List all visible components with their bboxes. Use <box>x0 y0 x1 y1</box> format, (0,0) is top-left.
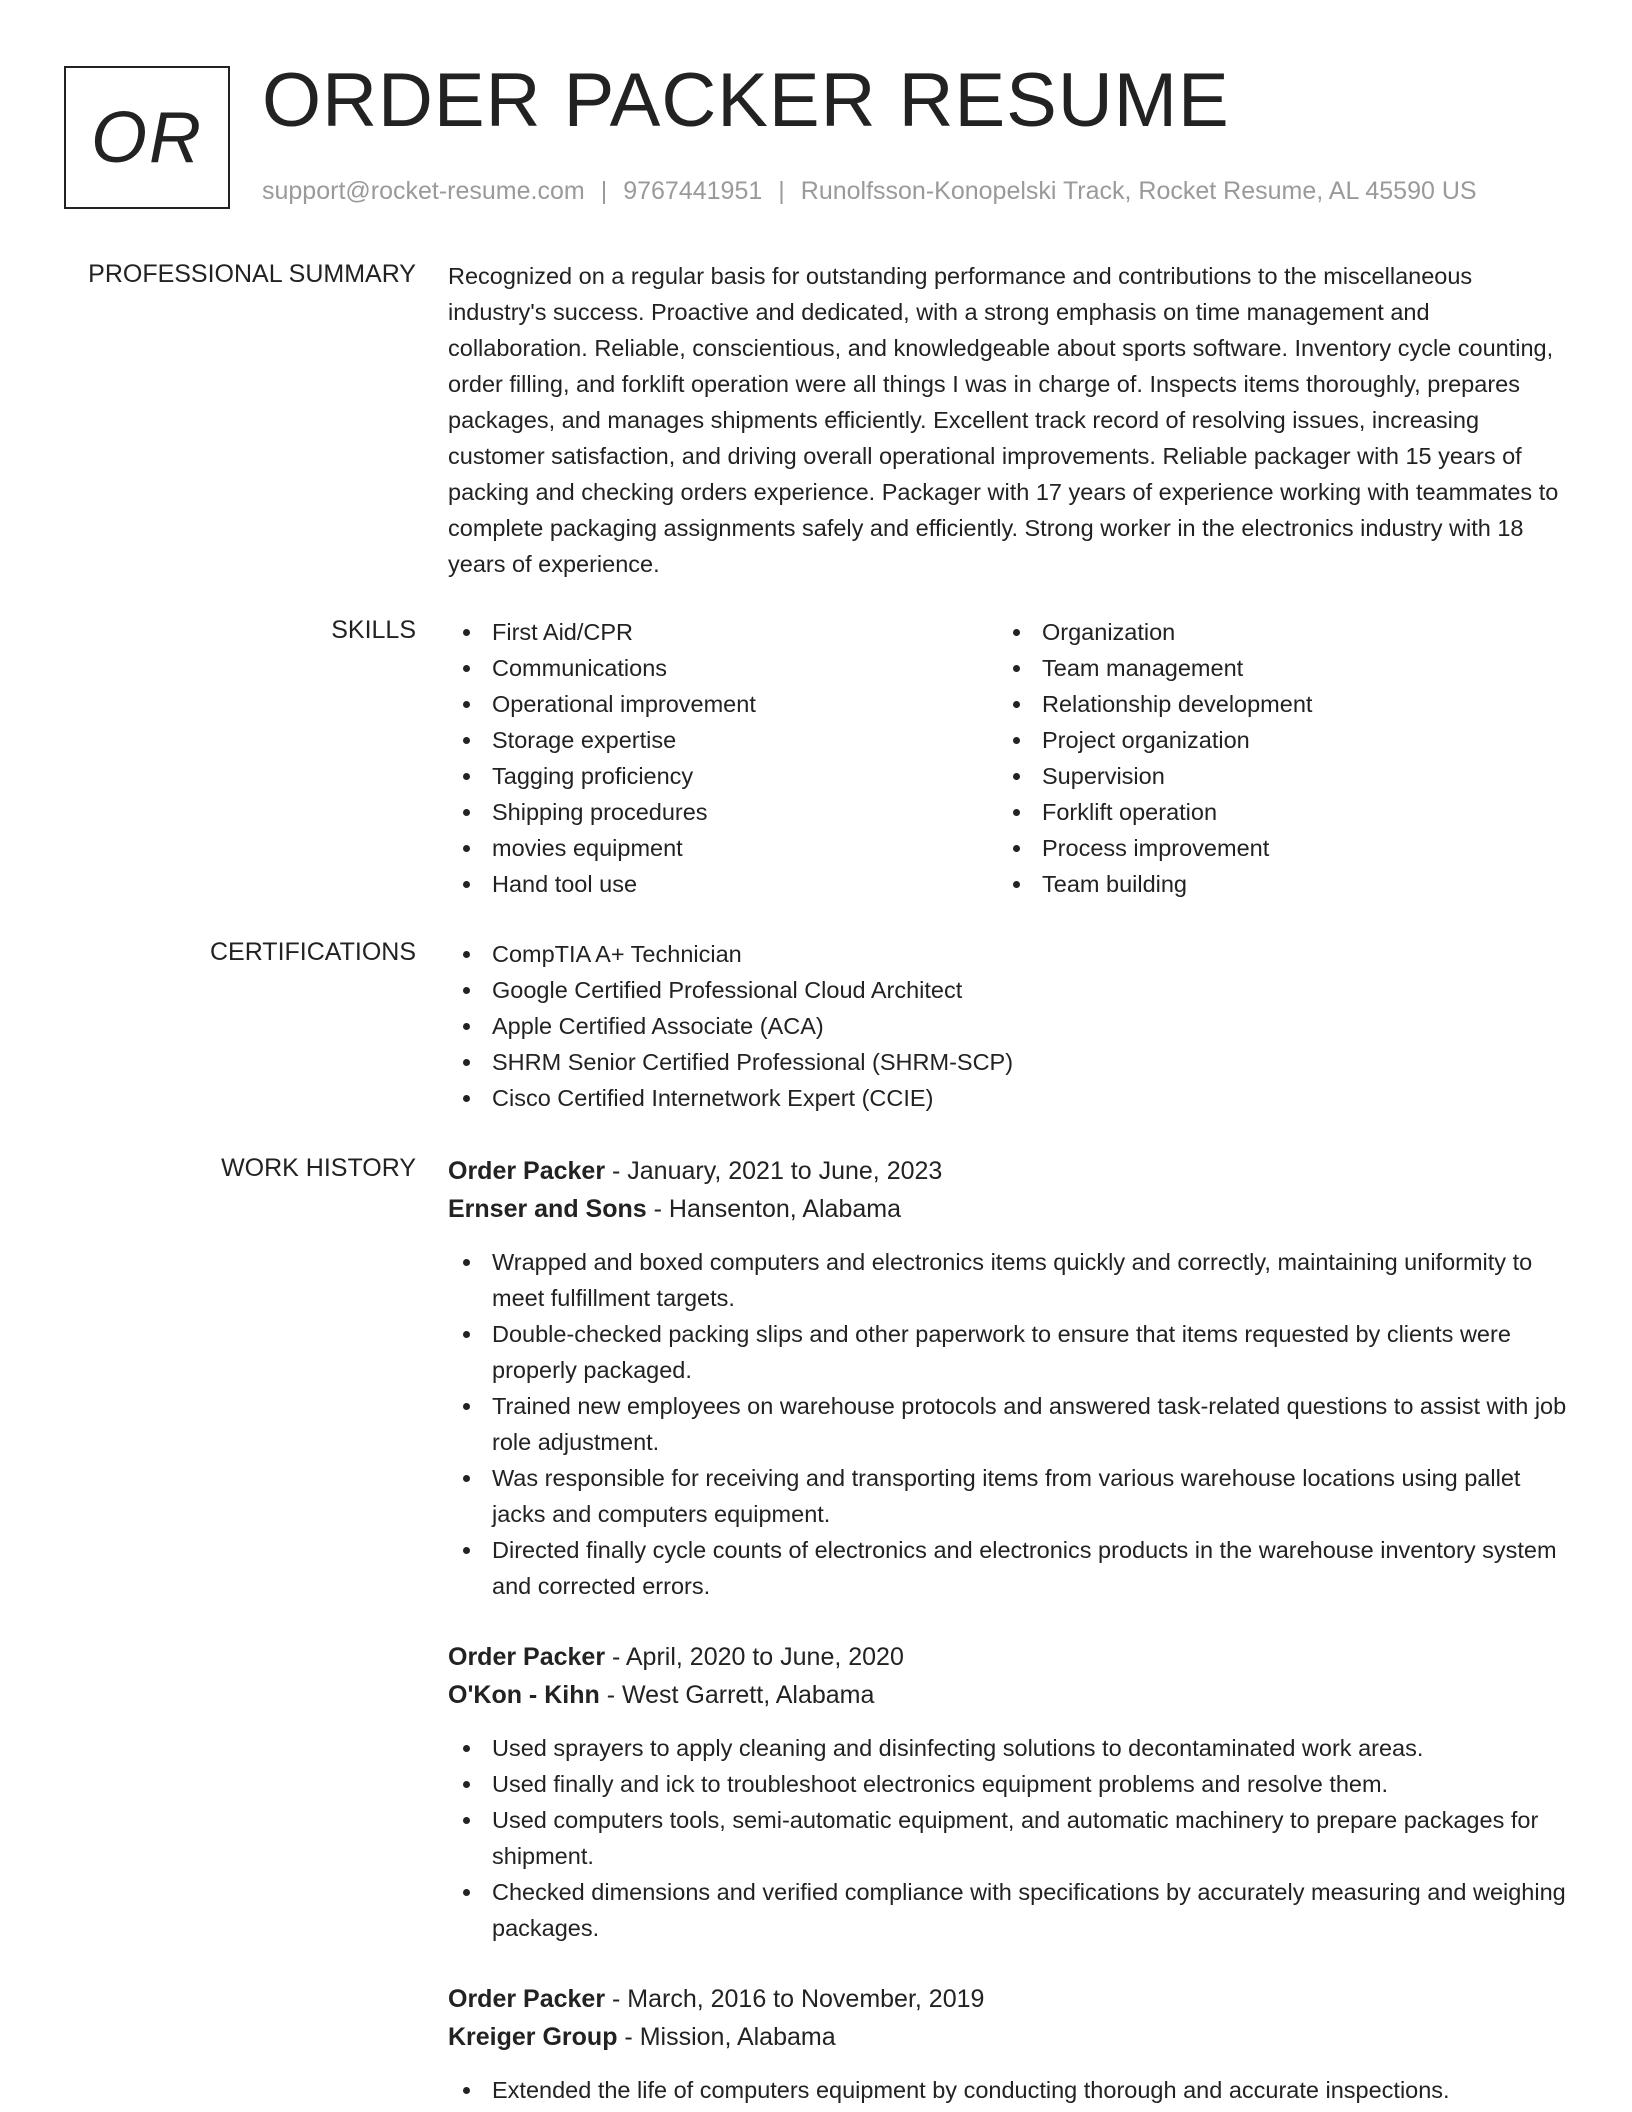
summary-text: Recognized on a regular basis for outstanding performance and contributions to the miscellaneous industry's success. Proactive and dedicated, with a strong emphasis on time management and collaboration. Reliable, conscientious, and knowledgeable about sports software. Inventory cycle counting, order filling, and forklift operation were all things I was in charge of. Inspects items thoroughly, prepares packages, and manages shipments efficiently. Excellent track record of resolving issues, increasing customer satisfaction, and driving overall operational improvements. Reliable packager with 15 years of packing and checking orders experience. Packager with 17 years of experience working with teammates to complete packaging assignments safely and efficiently. Strong worker in the electronics industry with 18 years of experience. <box>448 263 1559 577</box>
certification-item: Cisco Certified Internetwork Expert (CCIE) <box>448 1080 1568 1116</box>
skills-heading: SKILLS <box>331 616 416 644</box>
certification-item: Google Certified Professional Cloud Architect <box>448 972 1568 1008</box>
skill-item: Project organization <box>998 722 1548 758</box>
job-duty: Extended the life of computers equipment by conducting thorough and accurate inspections. <box>448 2072 1568 2108</box>
skill-item: Shipping procedures <box>448 794 998 830</box>
skill-item: First Aid/CPR <box>448 614 998 650</box>
skill-item: Organization <box>998 614 1548 650</box>
job-location: - Mission, Alabama <box>617 2023 836 2051</box>
job-dates: - January, 2021 to June, 2023 <box>605 1157 943 1185</box>
skill-item: Team management <box>998 650 1548 686</box>
job-duty: Used sprayers to apply cleaning and disinfecting solutions to decontaminated work areas. <box>448 1730 1568 1766</box>
job-location: - West Garrett, Alabama <box>599 1681 875 1709</box>
certifications-list <box>448 936 1568 1116</box>
skill-item: Supervision <box>998 758 1548 794</box>
monogram-initials: OR <box>91 97 203 178</box>
job-company: O'Kon - Kihn <box>448 1681 600 1709</box>
job-company-line <box>448 2018 1568 2056</box>
contact-email[interactable]: support@rocket-resume.com <box>262 177 585 205</box>
skills-list-right <box>998 614 1548 902</box>
resume-title: ORDER PACKER RESUME <box>262 58 1230 143</box>
certification-item: Apple Certified Associate (ACA) <box>448 1008 1568 1044</box>
job-duty: Was responsible for receiving and transporting items from various warehouse locations using pallet jacks and computers equipment. <box>448 1460 1568 1532</box>
job-title-line <box>448 1152 1568 1190</box>
job-company: Kreiger Group <box>448 2023 618 2051</box>
job-entry <box>448 1152 1568 1604</box>
job-duty: Used finally and ick to troubleshoot electronics equipment problems and resolve them. <box>448 1766 1568 1802</box>
job-duty: Checked dimensions and verified compliance with specifications by accurately measuring and weighing packages. <box>448 1874 1568 1946</box>
contact-separator: | <box>600 177 608 205</box>
skill-item: Communications <box>448 650 998 686</box>
certification-item: CompTIA A+ Technician <box>448 936 1568 972</box>
skill-item: Operational improvement <box>448 686 998 722</box>
work-history-body <box>448 1152 1568 2112</box>
certification-item: SHRM Senior Certified Professional (SHRM-SCP) <box>448 1044 1568 1080</box>
skill-item: movies equipment <box>448 830 998 866</box>
skill-item: Process improvement <box>998 830 1548 866</box>
job-company-line <box>448 1190 1568 1228</box>
skill-item: Forklift operation <box>998 794 1548 830</box>
job-duty: Wrapped and boxed computers and electronics items quickly and correctly, maintaining uniformity to meet fulfillment targets. <box>448 1244 1568 1316</box>
job-role: Order Packer <box>448 1643 606 1671</box>
job-duty: Double-checked packing slips and other paperwork to ensure that items requested by clients were properly packaged. <box>448 1316 1568 1388</box>
job-duties-list <box>448 2072 1568 2108</box>
monogram-box <box>64 66 230 209</box>
skill-item: Tagging proficiency <box>448 758 998 794</box>
skill-item: Storage expertise <box>448 722 998 758</box>
skills-list-left <box>448 614 998 902</box>
job-duty: Trained new employees on warehouse protocols and answered task-related questions to assist with job role adjustment. <box>448 1388 1568 1460</box>
job-entry <box>448 1980 1568 2108</box>
contact-line <box>262 176 1477 206</box>
summary-heading: PROFESSIONAL SUMMARY <box>88 260 416 288</box>
job-role: Order Packer <box>448 1985 606 2013</box>
job-duty: Directed finally cycle counts of electronics and electronics products in the warehouse inventory system and corrected errors. <box>448 1532 1568 1604</box>
job-company-line <box>448 1676 1568 1714</box>
job-duties-list <box>448 1730 1568 1946</box>
job-company: Ernser and Sons <box>448 1195 647 1223</box>
skill-item: Hand tool use <box>448 866 998 902</box>
contact-address: Runolfsson-Konopelski Track, Rocket Resume, AL 45590 US <box>800 177 1477 205</box>
work-history-heading: WORK HISTORY <box>221 1154 416 1182</box>
skill-item: Relationship development <box>998 686 1548 722</box>
contact-phone[interactable]: 9767441951 <box>623 177 763 205</box>
job-title-line <box>448 1980 1568 2018</box>
job-dates: - April, 2020 to June, 2020 <box>605 1643 904 1671</box>
certifications-body <box>448 936 1568 1116</box>
job-role: Order Packer <box>448 1157 606 1185</box>
job-title-line <box>448 1638 1568 1676</box>
job-duties-list <box>448 1244 1568 1604</box>
skill-item: Team building <box>998 866 1548 902</box>
contact-separator: | <box>778 177 785 205</box>
job-entry <box>448 1638 1568 1946</box>
job-location: - Hansenton, Alabama <box>646 1195 901 1223</box>
job-dates: - March, 2016 to November, 2019 <box>605 1985 985 2013</box>
skills-columns <box>448 614 1568 902</box>
certifications-heading: CERTIFICATIONS <box>209 938 416 966</box>
job-duty: Used computers tools, semi-automatic equipment, and automatic machinery to prepare packages for shipment. <box>448 1802 1568 1874</box>
